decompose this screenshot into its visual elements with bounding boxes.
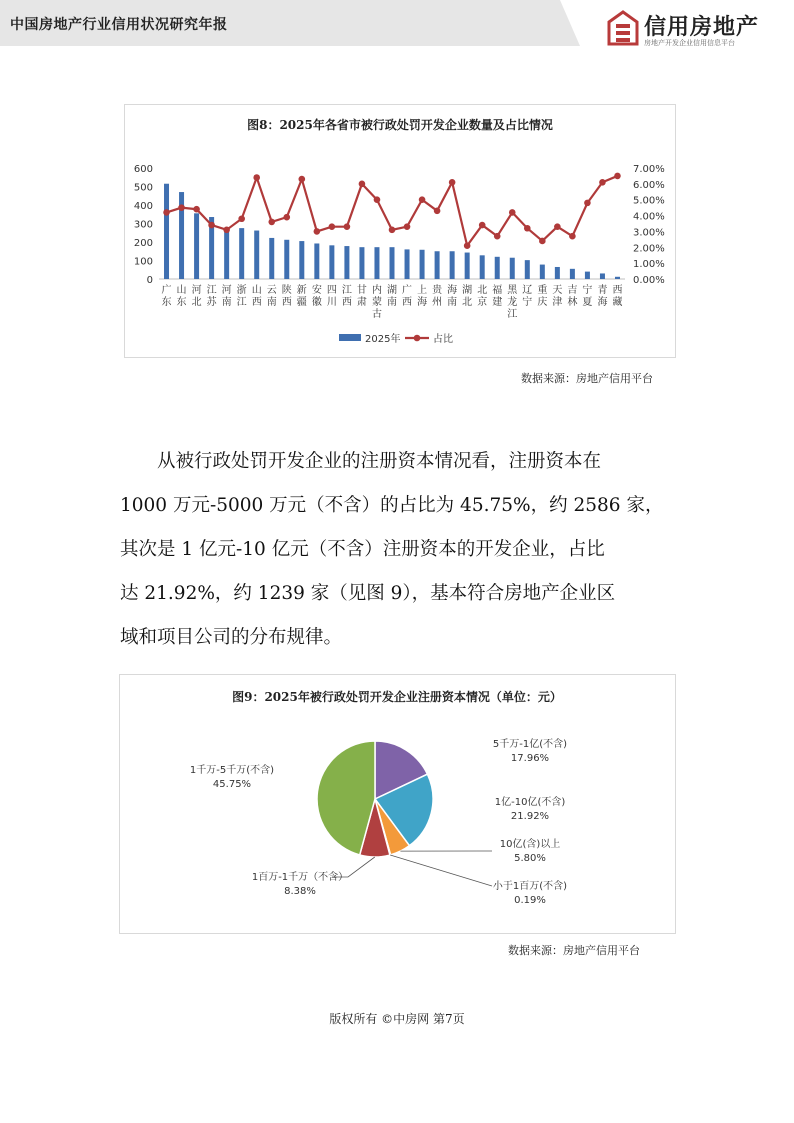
bar (570, 269, 575, 279)
y-right-tick-label: 5.00% (633, 195, 665, 207)
x-tick-label: 河北 (191, 285, 202, 308)
x-tick-label: 安徽 (311, 285, 322, 308)
slice-label: 10亿(含)以上 (499, 839, 561, 850)
bar (194, 213, 199, 279)
bar (435, 251, 440, 279)
slice-label: 小于1百万(不含) (492, 881, 568, 892)
house-logo-icon (606, 10, 640, 46)
header-title: 中国房地产行业信用状况研究年报 (10, 17, 228, 33)
line-point (479, 222, 486, 229)
bar (615, 277, 620, 279)
x-tick-label: 辽宁 (522, 285, 533, 308)
x-tick-label: 贵州 (432, 285, 443, 308)
bar (269, 238, 274, 279)
line-point (584, 200, 591, 207)
line-point (223, 227, 230, 234)
bar (329, 245, 334, 279)
line-point (268, 219, 275, 226)
y-right-tick-label: 2.00% (633, 243, 665, 255)
legend-swatch-point (414, 335, 421, 342)
line-point (494, 233, 501, 240)
chart-title: 图8：2025年各省市被行政处罚开发企业数量及占比情况 (247, 118, 553, 132)
x-tick-label: 河南 (221, 285, 232, 308)
series-line (167, 176, 618, 246)
y-left-tick-label: 500 (133, 182, 153, 194)
paragraph-line: 1000 万元-5000 万元（不含）的占比为 45.75%，约 2586 家， (120, 495, 664, 516)
chart-8-box (124, 104, 676, 358)
line-point (449, 179, 456, 186)
bar (405, 249, 410, 279)
x-tick-label: 北京 (477, 285, 488, 308)
slice-label: 1千万-5千万(不含) (189, 765, 275, 776)
slice-label: 1亿-10亿(不含) (494, 797, 566, 808)
chart-9-box (119, 674, 676, 934)
slice-value: 8.38% (284, 886, 316, 897)
line-point (569, 233, 576, 240)
legend-label: 占比 (433, 334, 453, 345)
bar (510, 258, 515, 279)
line-point (419, 196, 426, 203)
line-point (599, 179, 606, 186)
y-left-tick-label: 200 (133, 238, 153, 249)
bar (314, 243, 319, 279)
x-tick-label: 吉林 (567, 285, 578, 308)
x-tick-label: 甘肃 (356, 285, 367, 308)
line-point (344, 223, 351, 230)
y-right-tick-label: 4.00% (633, 211, 665, 223)
line-point (299, 176, 306, 183)
page-header (0, 0, 794, 48)
bar (390, 247, 395, 279)
bar (239, 228, 244, 279)
chart-8 (125, 105, 675, 357)
slice-value: 17.96% (510, 753, 550, 764)
line-point (434, 208, 441, 215)
line-point (554, 223, 561, 230)
y-left-tick-label: 400 (133, 201, 153, 212)
slice-value: 45.75% (212, 779, 252, 790)
line-point (539, 238, 546, 245)
bar (344, 246, 349, 279)
line-point (178, 204, 185, 211)
logo-text: 信用房地产 (644, 15, 760, 40)
page-footer: 版权所有 ©中房网 第7页 (329, 1012, 465, 1026)
leader-line (390, 855, 492, 886)
x-tick-label: 陕西 (281, 285, 292, 308)
slice-value: 21.92% (510, 811, 550, 822)
x-tick-label: 西藏 (612, 285, 623, 308)
line-point (253, 174, 260, 181)
bar (224, 229, 229, 279)
y-left-tick-label: 100 (133, 256, 153, 268)
x-tick-label: 山东 (176, 285, 187, 308)
line-point (614, 173, 621, 180)
x-tick-label: 浙江 (236, 285, 247, 308)
x-tick-label: 湖南 (387, 285, 397, 308)
bar (420, 250, 425, 279)
x-tick-label: 内蒙古 (371, 285, 382, 320)
paragraph-line: 域和项目公司的分布规律。 (120, 627, 343, 648)
bar (164, 184, 169, 279)
slice-label: 1百万-1千万（不含） (251, 872, 349, 883)
x-tick-label: 广西 (402, 285, 413, 308)
line-point (238, 215, 245, 222)
bar (450, 251, 455, 279)
line-point (509, 209, 516, 216)
bar (359, 247, 364, 279)
y-left-tick-label: 300 (133, 219, 153, 231)
line-point (193, 206, 200, 213)
paragraph-line: 其次是 1 亿元-10 亿元（不含）注册资本的开发企业，占比 (120, 539, 605, 560)
line-point (524, 225, 531, 232)
legend-swatch-bar (339, 334, 361, 341)
logo-subtext: 房地产开发企业信用信息平台 (644, 39, 735, 47)
bar (495, 257, 500, 279)
x-tick-label: 广东 (161, 285, 172, 308)
bar (600, 273, 605, 279)
x-tick-label: 宁夏 (582, 285, 593, 308)
line-point (208, 222, 215, 229)
x-tick-label: 重庆 (537, 285, 548, 308)
x-tick-label: 四川 (326, 285, 337, 308)
chart-9-source: 数据来源：房地产信用平台 (508, 944, 640, 957)
paragraph-line: 从被行政处罚开发企业的注册资本情况看，注册资本在 (157, 451, 602, 472)
bar (555, 267, 560, 279)
y-right-tick-label: 0.00% (633, 275, 665, 286)
line-point (283, 214, 290, 221)
x-tick-label: 黑龙江 (507, 285, 518, 320)
bar (540, 265, 545, 279)
line-point (329, 223, 336, 230)
line-point (374, 196, 381, 203)
x-tick-label: 江西 (341, 285, 352, 308)
slice-value: 0.19% (514, 895, 546, 906)
x-tick-label: 天津 (552, 285, 563, 308)
brand-logo (606, 8, 786, 48)
body-paragraph (120, 440, 676, 660)
y-right-tick-label: 1.00% (633, 259, 665, 271)
x-tick-label: 云南 (266, 285, 277, 308)
slice-value: 5.80% (514, 853, 546, 864)
line-point (163, 209, 170, 216)
y-right-tick-label: 3.00% (633, 227, 665, 239)
x-tick-label: 海南 (447, 285, 458, 308)
bar (585, 272, 590, 279)
paragraph-line: 达 21.92%，约 1239 家（见图 9），基本符合房地产企业区 (120, 583, 616, 604)
bar (465, 253, 470, 279)
y-right-tick-label: 7.00% (633, 164, 665, 175)
bar (374, 247, 379, 279)
line-point (314, 228, 321, 235)
y-left-tick-label: 0 (146, 275, 153, 286)
line-point (464, 242, 471, 249)
x-tick-label: 新疆 (296, 285, 307, 308)
legend-label: 2025年 (365, 334, 401, 345)
x-tick-label: 福建 (492, 285, 503, 308)
bar (254, 231, 259, 279)
bar (480, 255, 485, 279)
slice-label: 5千万-1亿(不含) (492, 739, 568, 750)
y-right-tick-label: 6.00% (633, 179, 665, 191)
chart-9 (120, 675, 675, 933)
chart-title: 图9：2025年被行政处罚开发企业注册资本情况（单位：元） (232, 690, 562, 704)
line-point (359, 181, 366, 188)
bar (299, 241, 304, 279)
x-tick-label: 上海 (417, 285, 428, 308)
line-point (404, 223, 411, 230)
bar (284, 240, 289, 279)
line-point (389, 227, 396, 234)
y-left-tick-label: 600 (133, 164, 153, 175)
x-tick-label: 青海 (597, 285, 608, 308)
bar (525, 260, 530, 279)
x-tick-label: 湖北 (462, 285, 473, 308)
x-tick-label: 山西 (251, 285, 262, 308)
chart-8-source: 数据来源：房地产信用平台 (521, 372, 653, 385)
x-tick-label: 江苏 (206, 285, 217, 308)
